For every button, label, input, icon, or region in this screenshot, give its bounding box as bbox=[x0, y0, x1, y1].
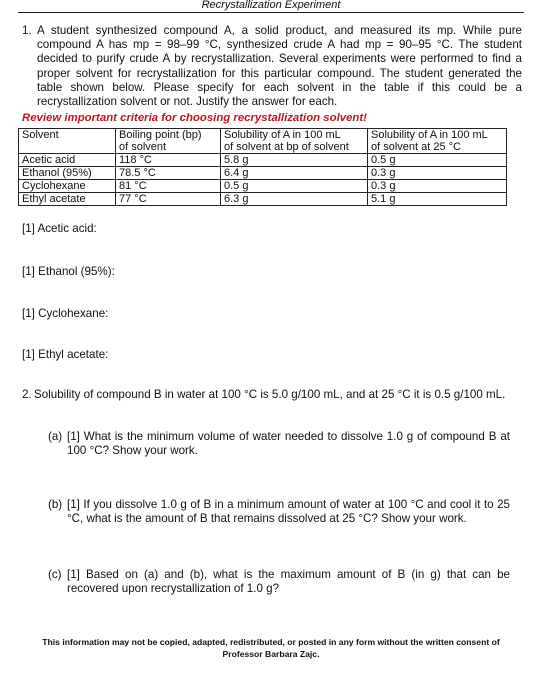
cell-solvent: Ethyl acetate bbox=[19, 193, 116, 206]
header-solubility-hot: Solubility of A in 100 mL of solvent at bp of solvent bbox=[221, 129, 368, 154]
footer-line-2: Professor Barbara Zajc. bbox=[222, 649, 320, 659]
table-row bbox=[19, 167, 507, 180]
question-2c bbox=[48, 568, 510, 596]
header-boiling-point: Boiling point (bp) of solvent bbox=[116, 129, 221, 154]
cell-bp: 77 °C bbox=[116, 193, 221, 206]
table-header-row bbox=[19, 129, 507, 154]
cell-sol-cold: 0.3 g bbox=[368, 167, 507, 180]
cell-sol-hot: 5.8 g bbox=[221, 154, 368, 167]
page-header bbox=[18, 0, 524, 13]
cell-sol-hot: 6.4 g bbox=[221, 167, 368, 180]
solvent-table bbox=[18, 128, 507, 206]
question-2c-text: [1] Based on (a) and (b), what is the maximum amount of B (in g) that can be recovered upon recrystallization of 1.0 g? bbox=[67, 568, 510, 596]
question-1-number: 1. bbox=[22, 24, 32, 37]
cell-bp: 78.5 °C bbox=[116, 167, 221, 180]
cell-sol-hot: 0.5 g bbox=[221, 180, 368, 193]
question-2b bbox=[48, 498, 510, 526]
answer-cyclohexane: [1] Cyclohexane: bbox=[22, 307, 109, 320]
question-2-text: Solubility of compound B in water at 100 °C is 5.0 g/100 mL, and at 25 °C it is 0.5 g/100 mL. bbox=[34, 388, 506, 401]
table-row bbox=[19, 154, 507, 167]
question-2-number: 2. bbox=[22, 388, 32, 401]
cell-solvent: Acetic acid bbox=[19, 154, 116, 167]
cell-bp: 118 °C bbox=[116, 154, 221, 167]
copyright-footer bbox=[22, 636, 520, 660]
question-2a-text: [1] What is the minimum volume of water needed to dissolve 1.0 g of compound B at 100 °C? Show your work. bbox=[67, 430, 510, 458]
question-1 bbox=[22, 24, 522, 109]
header-solvent: Solvent bbox=[19, 129, 116, 154]
cell-solvent: Ethanol (95%) bbox=[19, 167, 116, 180]
table-row bbox=[19, 193, 507, 206]
question-2a-label: (a) bbox=[48, 430, 63, 443]
header-solubility-cold: Solubility of A in 100 mL of solvent at 25 °C bbox=[368, 129, 507, 154]
footer-line-1: This information may not be copied, adapted, redistributed, or posted in any form without the written consent of bbox=[42, 637, 500, 647]
table-row bbox=[19, 180, 507, 193]
answer-ethyl-acetate: [1] Ethyl acetate: bbox=[22, 348, 109, 361]
answer-acetic-acid: [1] Acetic acid: bbox=[22, 222, 97, 235]
question-1-text: A student synthesized compound A, a solid product, and measured its mp. While pure compound A has mp = 98–99 °C, synthesized crude A had mp = 90–95 °C. The student decided to purify crude A by recrystallization. Several experiments were performed to find a proper solvent for recrystallization for this particular compound. The student generated the table shown below. Please specify for each solvent in the table if this could be a recrystallization solvent or not. Justify the answer for each. bbox=[37, 24, 522, 109]
answer-ethanol: [1] Ethanol (95%): bbox=[22, 265, 115, 278]
review-note: Review important criteria for choosing recrystallization solvent! bbox=[22, 112, 367, 124]
question-2a bbox=[48, 430, 510, 458]
header-title: Recrystallization Experiment bbox=[201, 0, 341, 11]
question-2 bbox=[22, 388, 512, 402]
question-2b-text: [1] If you dissolve 1.0 g of B in a minimum amount of water at 100 °C and cool it to 25 °C, what is the amount of B that remains dissolved at 25 °C? Show your work. bbox=[67, 498, 510, 526]
cell-sol-hot: 6.3 g bbox=[221, 193, 368, 206]
cell-bp: 81 °C bbox=[116, 180, 221, 193]
cell-sol-cold: 0.3 g bbox=[368, 180, 507, 193]
question-2b-label: (b) bbox=[48, 498, 63, 511]
cell-sol-cold: 0.5 g bbox=[368, 154, 507, 167]
cell-sol-cold: 5.1 g bbox=[368, 193, 507, 206]
cell-solvent: Cyclohexane bbox=[19, 180, 116, 193]
question-2c-label: (c) bbox=[48, 568, 62, 581]
